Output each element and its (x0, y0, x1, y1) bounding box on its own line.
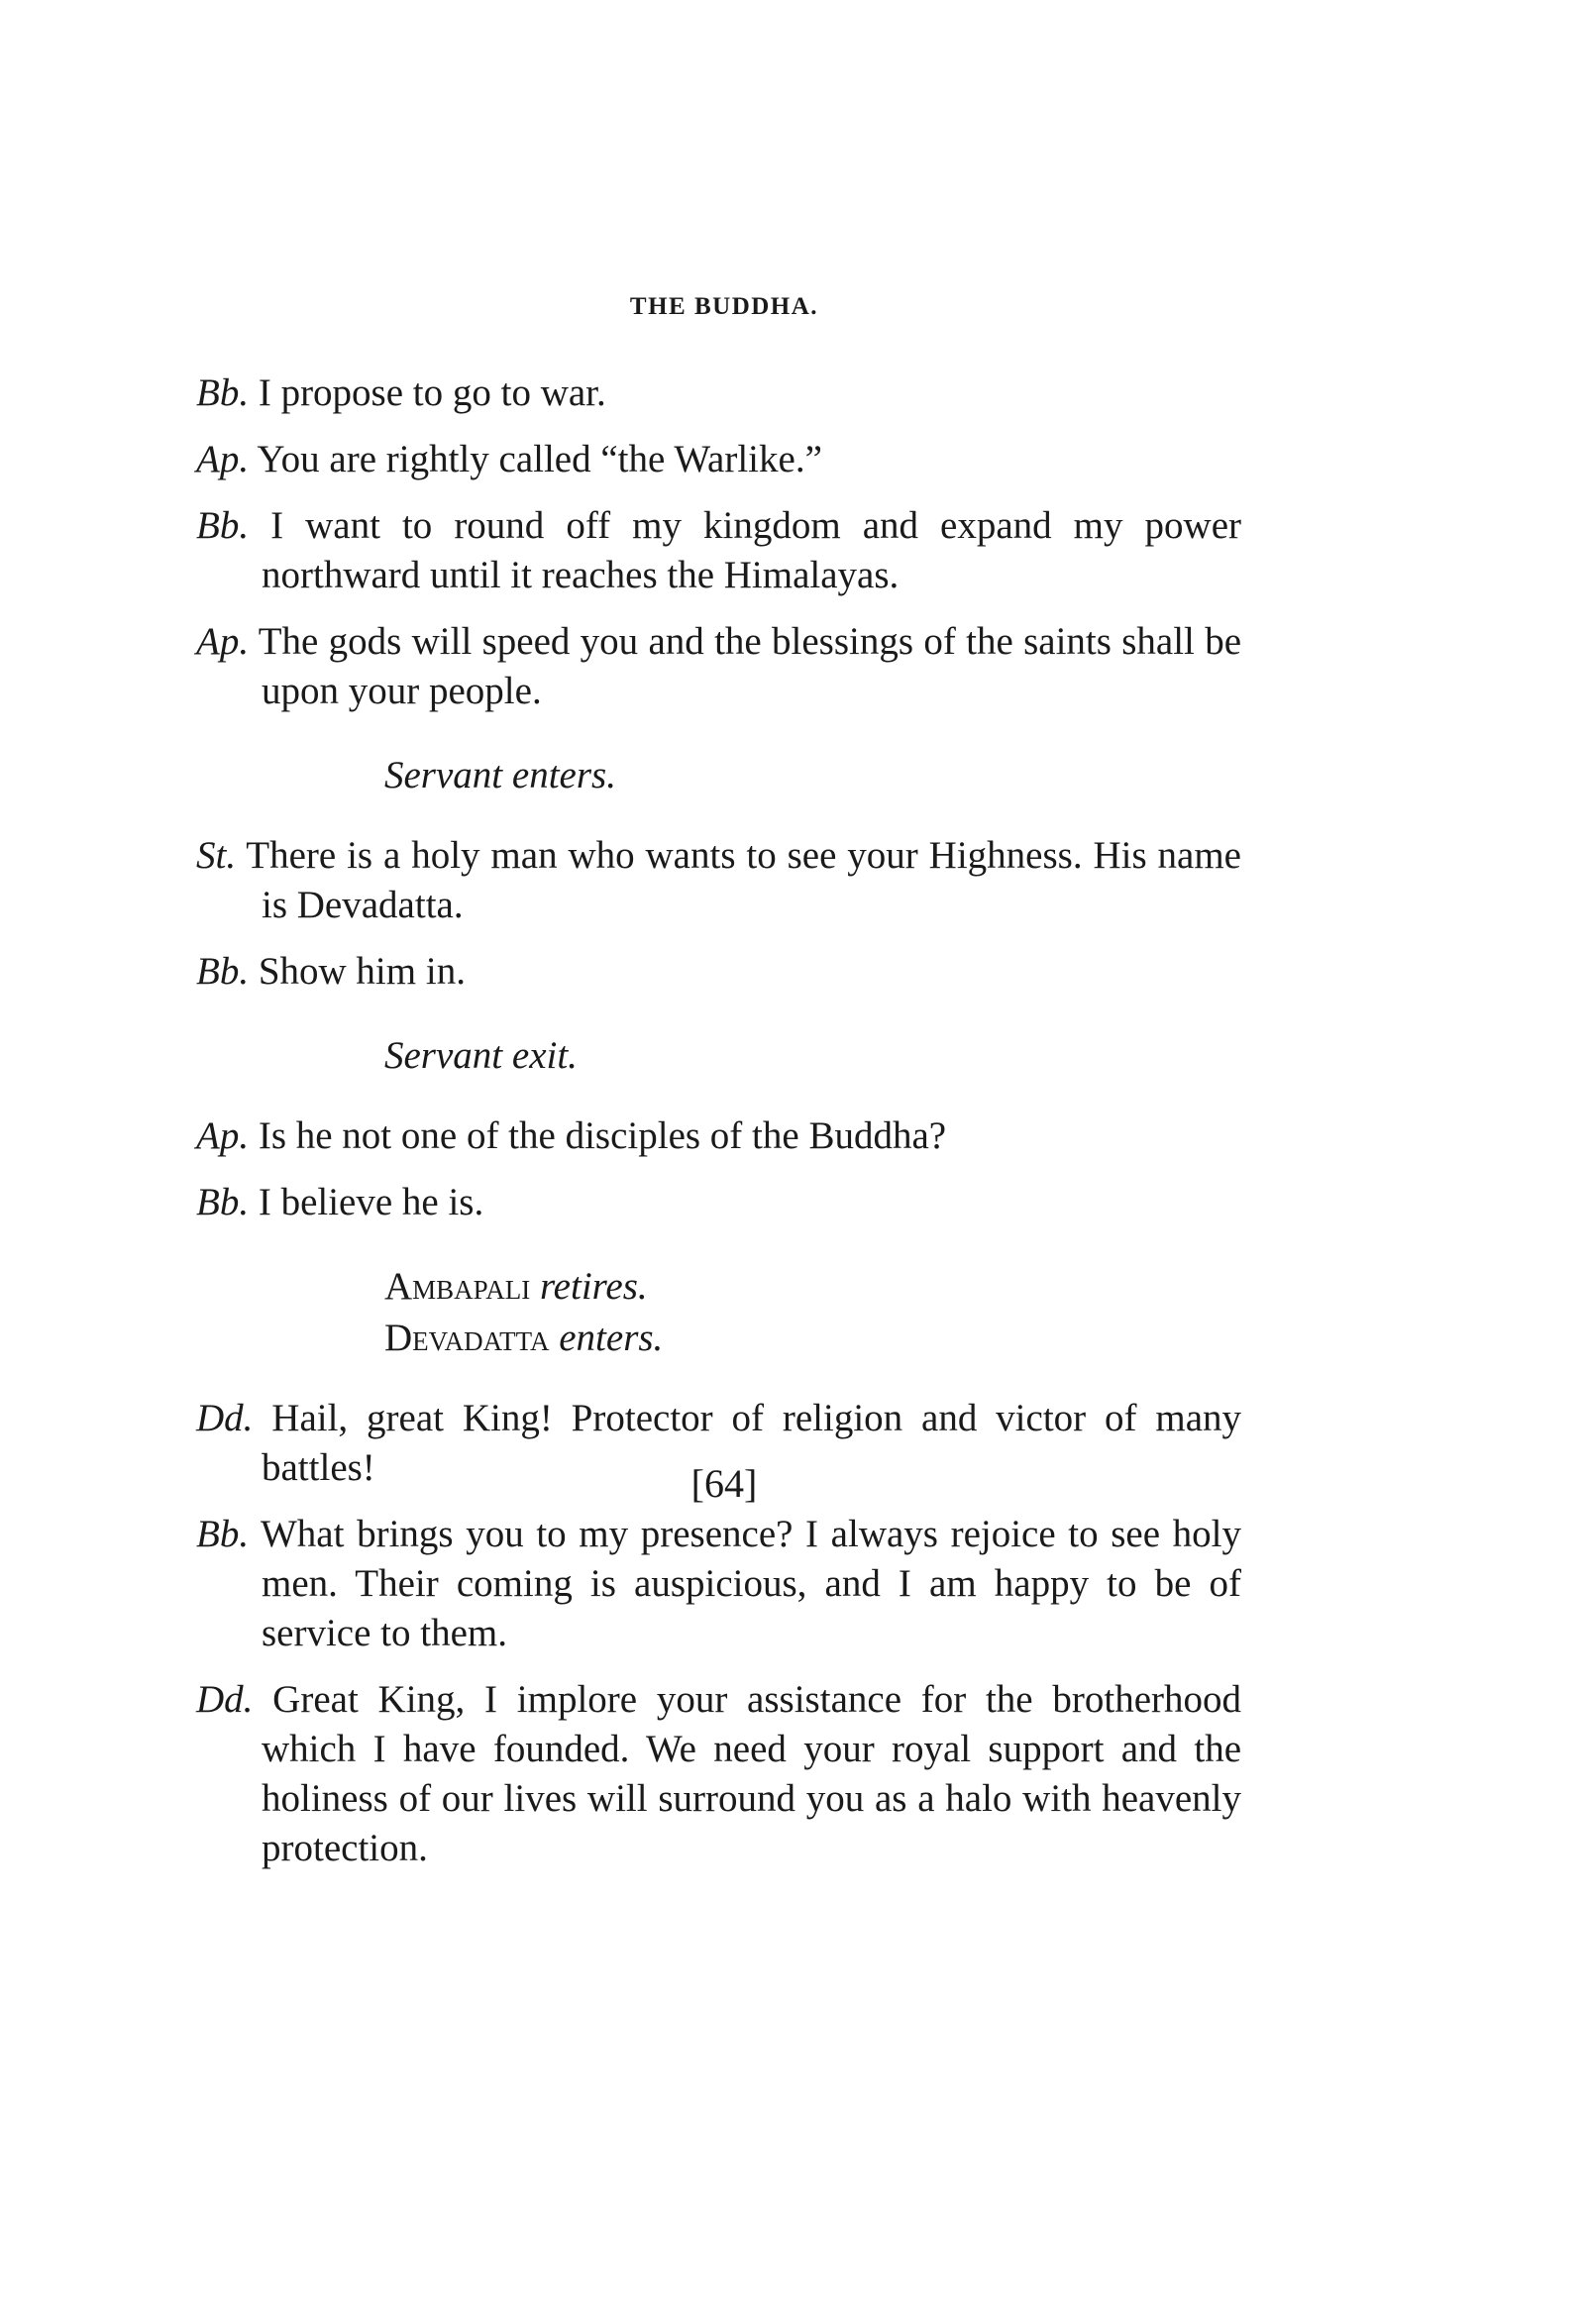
character-name: Ambapali (384, 1265, 531, 1308)
speech-line (196, 947, 1241, 997)
stage-line (384, 1313, 1241, 1364)
speech-line (196, 369, 1241, 418)
speech-line (196, 617, 1241, 716)
speech-line (196, 1510, 1241, 1658)
speaker-tag: St. (196, 834, 237, 877)
speech-text: What brings you to my presence? I always rejoice to see holy men. Their coming is auspicious, and I am happy to be of service to them. (261, 1513, 1242, 1654)
speech-line (196, 435, 1241, 484)
character-name: Devadatta (384, 1317, 550, 1359)
speaker-tag: Dd. (196, 1397, 254, 1439)
speech-text: Great King, I implore your assistance for the brotherhood which I have founded. We need your royal support and the holiness of our lives will surround you as a halo with heavenly protection. (262, 1678, 1241, 1869)
speaker-tag: Ap. (196, 1114, 250, 1157)
speaker-tag: Bb. (196, 504, 250, 547)
speech-text: I propose to go to war. (258, 371, 606, 414)
stage-direction (384, 1030, 1241, 1082)
speech-line (196, 1675, 1241, 1873)
speech-text: Is he not one of the disciples of the Buddha? (258, 1114, 947, 1157)
dialogue-text (196, 369, 1241, 1890)
speech-text: The gods will speed you and the blessings of the saints shall be upon your people. (258, 620, 1242, 712)
speech-line (196, 831, 1241, 930)
speaker-tag: Dd. (196, 1678, 254, 1721)
speaker-tag: Ap. (196, 620, 250, 663)
running-head: THE BUDDHA. (629, 293, 819, 320)
stage-line (384, 1261, 1241, 1313)
speech-line (196, 1111, 1241, 1161)
stage-text: Servant enters. (384, 754, 616, 796)
speech-text: You are rightly called “the Warlike.” (257, 438, 822, 480)
stage-action: retires. (539, 1265, 648, 1308)
speaker-tag: Ap. (196, 438, 250, 480)
speaker-tag: Bb. (196, 1513, 250, 1555)
speech-text: I want to round off my kingdom and expand my power northward until it reaches the Himalayas. (262, 504, 1242, 596)
stage-action: enters. (559, 1317, 664, 1359)
page-number: [64] (690, 1461, 758, 1506)
speaker-tag: Bb. (196, 371, 250, 414)
speech-text: There is a holy man who wants to see your Highness. His name is Devadatta. (246, 834, 1241, 926)
speaker-tag: Bb. (196, 950, 250, 993)
stage-text: Servant exit. (384, 1034, 578, 1077)
speaker-tag: Bb. (196, 1181, 250, 1223)
speech-line (196, 1178, 1241, 1227)
speech-text: Hail, great King! Protector of religion and victor of many battles! (262, 1397, 1241, 1489)
stage-direction (384, 750, 1241, 801)
speech-line (196, 501, 1241, 600)
speech-text: Show him in. (258, 950, 466, 993)
stage-direction (384, 1261, 1241, 1364)
speech-text: I believe he is. (258, 1181, 484, 1223)
